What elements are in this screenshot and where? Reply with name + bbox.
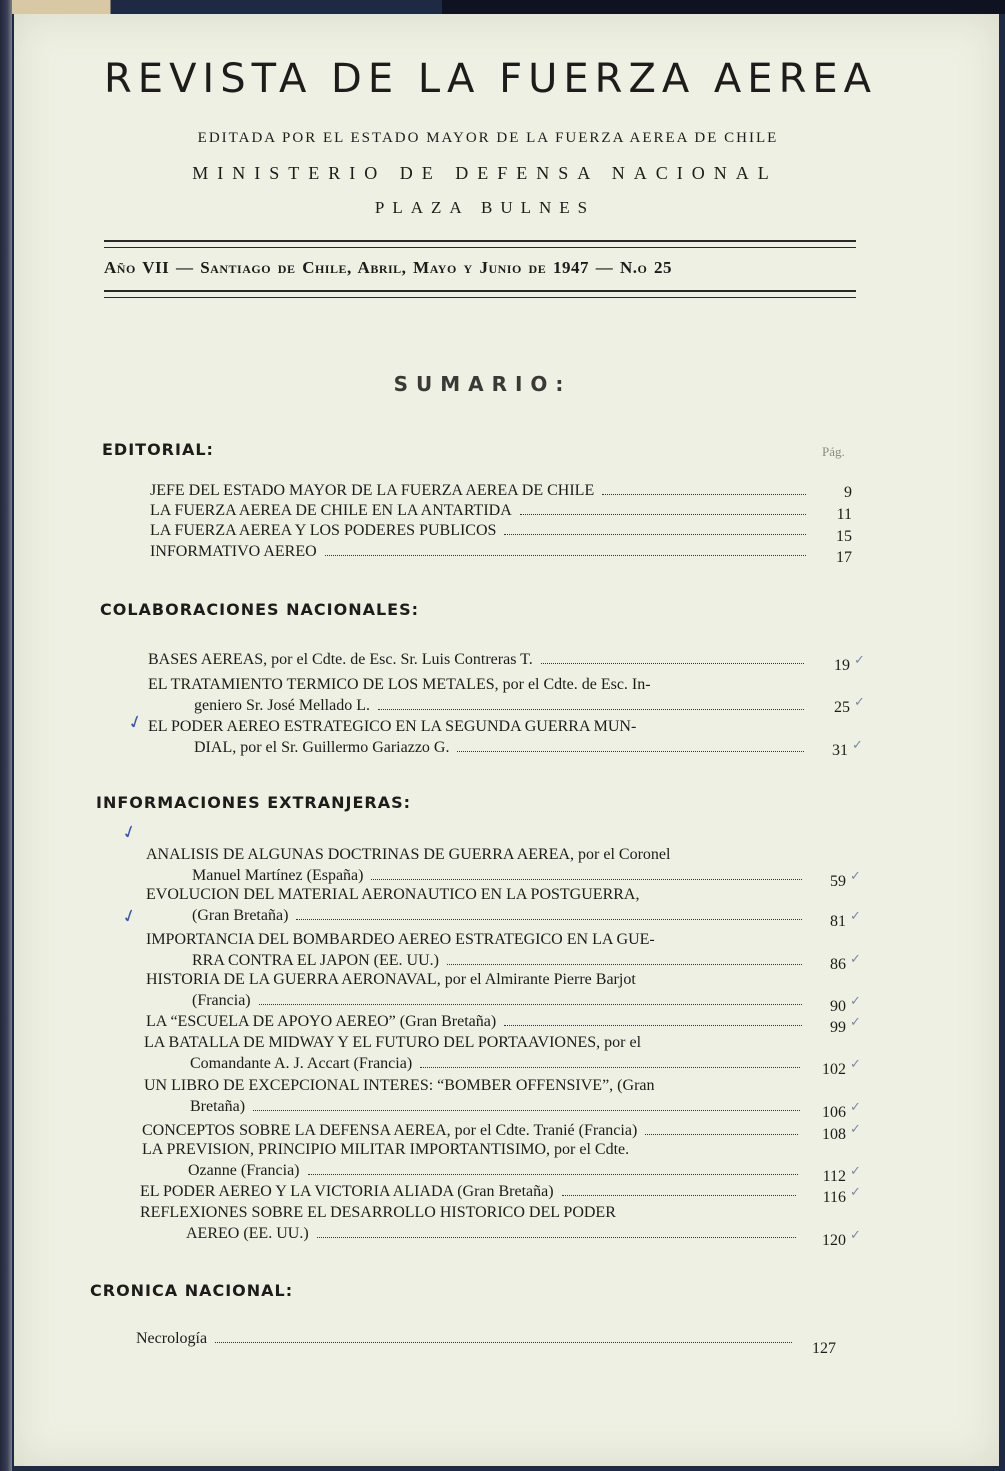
contents-entry	[146, 884, 806, 926]
dot-leader	[259, 1004, 802, 1005]
top-edge	[0, 0, 1005, 14]
contents-entry	[146, 929, 806, 971]
contents-entry	[148, 649, 808, 670]
entry-text: Comandante A. J. Accart (Francia)	[190, 1055, 413, 1072]
contents-entry	[146, 969, 806, 1011]
dot-leader	[253, 1110, 800, 1111]
entry-text: geniero Sr. José Mellado L.	[194, 697, 370, 714]
entry-line	[144, 1053, 804, 1074]
section-heading-cronica: CRONICA NACIONAL:	[90, 1281, 294, 1300]
pen-check-mark-icon: ✓	[125, 710, 146, 735]
contents-entry	[150, 520, 810, 541]
entry-text: Manuel Martínez (España)	[192, 867, 364, 884]
page-number: 86	[830, 956, 846, 973]
contents-entry	[140, 1202, 800, 1244]
contents-entry	[150, 500, 810, 521]
entry-text: LA “ESCUELA DE APOYO AEREO” (Gran Bretaña)	[146, 1013, 497, 1030]
section-heading-editorial: EDITORIAL:	[102, 440, 214, 459]
divider-bottom	[104, 290, 856, 298]
pen-check-mark-icon: ✓	[119, 904, 140, 929]
entry-text: RRA CONTRA EL JAPON (EE. UU.)	[192, 952, 439, 969]
page-number: 11	[836, 506, 852, 523]
entry-text: REFLEXIONES SOBRE EL DESARROLLO HISTORICO DEL PODER	[140, 1204, 616, 1221]
entry-text: Necrología	[136, 1330, 208, 1347]
contents-entry	[142, 1139, 802, 1181]
dot-leader	[504, 534, 806, 535]
page-number: 59	[830, 873, 846, 890]
pencil-check-mark-icon: ✓	[850, 1228, 861, 1243]
page-number: 31	[832, 742, 848, 759]
pencil-check-mark-icon: ✓	[850, 909, 861, 924]
entry-line	[150, 520, 810, 541]
entry-text: DIAL, por el Sr. Guillermo Gariazzo G.	[194, 739, 450, 756]
dot-leader	[447, 964, 802, 965]
dot-leader	[378, 709, 804, 710]
entry-line	[148, 737, 808, 758]
address-line: PLAZA BULNES	[374, 198, 596, 217]
contents-entry	[142, 1120, 802, 1141]
page-number: 112	[822, 1168, 846, 1185]
entry-text: BASES AEREAS, por el Cdte. de Esc. Sr. Luis Contreras T.	[148, 651, 533, 668]
entry-text: LA FUERZA AEREA Y LOS PODERES PUBLICOS	[150, 522, 497, 539]
page-number: 81	[830, 913, 846, 930]
entry-line	[150, 480, 810, 501]
entry-line	[148, 695, 808, 716]
entry-line	[144, 1096, 804, 1117]
contents-entry	[150, 541, 810, 562]
dot-leader	[317, 1237, 796, 1238]
entry-text: (Gran Bretaña)	[192, 907, 289, 924]
pencil-check-mark-icon: ✓	[850, 869, 861, 884]
contents-entry	[144, 1075, 804, 1117]
section-heading-informaciones: INFORMACIONES EXTRANJERAS:	[96, 793, 411, 812]
entry-line	[146, 844, 806, 865]
entry-line	[142, 1160, 802, 1181]
dot-leader	[504, 1025, 802, 1026]
pencil-check-mark-icon: ✓	[850, 952, 861, 967]
page-number: 127	[812, 1340, 836, 1357]
entry-line	[146, 969, 806, 990]
contents-entry	[148, 674, 808, 716]
entry-line	[146, 990, 806, 1011]
page-column-label: Pág.	[822, 444, 845, 459]
entry-line	[146, 905, 806, 926]
entry-text: EL PODER AEREO Y LA VICTORIA ALIADA (Gran Bretaña)	[140, 1183, 554, 1200]
page-number: 106	[822, 1104, 846, 1121]
entry-line	[148, 649, 808, 670]
entry-text: AEREO (EE. UU.)	[186, 1225, 309, 1242]
dot-leader	[296, 919, 802, 920]
book-spine	[0, 0, 12, 1471]
pencil-check-mark-icon: ✓	[852, 738, 863, 753]
page-number: 99	[830, 1019, 846, 1036]
entry-text: UN LIBRO DE EXCEPCIONAL INTERES: “BOMBER OFFENSIVE”, (Gran	[144, 1077, 655, 1094]
entry-text: JEFE DEL ESTADO MAYOR DE LA FUERZA AEREA DE CHILE	[150, 482, 595, 499]
entry-line	[146, 929, 806, 950]
entry-line	[148, 716, 808, 737]
pencil-check-mark-icon: ✓	[850, 1100, 861, 1115]
contents-entry	[144, 1032, 804, 1074]
entry-line	[150, 500, 810, 521]
entry-line	[140, 1181, 800, 1202]
page-number: 120	[822, 1232, 846, 1249]
pencil-check-mark-icon: ✓	[850, 1164, 861, 1179]
page-number: 102	[822, 1061, 846, 1078]
entry-line	[146, 865, 806, 886]
entry-line	[146, 950, 806, 971]
entry-line	[144, 1032, 804, 1053]
pencil-check-mark-icon: ✓	[850, 1057, 861, 1072]
pencil-check-mark-icon: ✓	[850, 1185, 861, 1200]
dot-leader	[420, 1067, 800, 1068]
entry-text: HISTORIA DE LA GUERRA AERONAVAL, por el Almirante Pierre Barjot	[146, 971, 636, 988]
magazine-title: REVISTA DE LA FUERZA AEREA	[104, 56, 877, 102]
contents-entry	[146, 844, 806, 886]
entry-line	[142, 1120, 802, 1141]
entry-text: LA PREVISION, PRINCIPIO MILITAR IMPORTANTISIMO, por el Cdte.	[142, 1141, 630, 1158]
entry-line	[148, 674, 808, 695]
dot-leader	[308, 1174, 799, 1175]
ministry-line: MINISTERIO DE DEFENSA NACIONAL	[192, 163, 778, 183]
entry-text: LA FUERZA AEREA DE CHILE EN LA ANTARTIDA	[150, 502, 512, 519]
page-number: 9	[844, 484, 852, 501]
entry-text: INFORMATIVO AEREO	[150, 543, 317, 560]
entry-text: EL PODER AEREO ESTRATEGICO EN LA SEGUNDA GUERRA MUN-	[148, 718, 637, 735]
pencil-check-mark-icon: ✓	[854, 695, 865, 710]
pencil-check-mark-icon: ✓	[850, 1122, 861, 1137]
entry-line	[140, 1223, 800, 1244]
entry-line	[142, 1139, 802, 1160]
dot-leader	[602, 494, 806, 495]
publisher-line: EDITADA POR EL ESTADO MAYOR DE LA FUERZA AEREA DE CHILE	[197, 130, 779, 146]
entry-line	[146, 1011, 806, 1032]
page-number: 15	[836, 528, 852, 545]
dot-leader	[562, 1195, 796, 1196]
page-number: 19	[834, 657, 850, 674]
entry-line	[146, 884, 806, 905]
contents-entry	[140, 1181, 800, 1202]
issue-line: Año VII — Santiago de Chile, Abril, Mayo y Junio de 1947 — N.o 25	[104, 258, 673, 277]
entry-text: IMPORTANCIA DEL BOMBARDEO AEREO ESTRATEGICO EN LA GUE-	[146, 931, 655, 948]
entry-line	[144, 1075, 804, 1096]
entry-line	[136, 1328, 796, 1349]
dot-leader	[541, 663, 804, 664]
entry-text: (Francia)	[192, 992, 251, 1009]
contents-entry	[150, 480, 810, 501]
page-number: 17	[836, 549, 852, 566]
pencil-check-mark-icon: ✓	[850, 994, 861, 1009]
entry-text: Ozanne (Francia)	[188, 1162, 300, 1179]
entry-text: LA BATALLA DE MIDWAY Y EL FUTURO DEL PORTAAVIONES, por el	[144, 1034, 642, 1051]
page-number: 116	[822, 1189, 846, 1206]
entry-text: EL TRATAMIENTO TERMICO DE LOS METALES, por el Cdte. de Esc. In-	[148, 676, 651, 693]
page-number: 108	[822, 1126, 846, 1143]
entry-text: CONCEPTOS SOBRE LA DEFENSA AEREA, por el Cdte. Tranié (Francia)	[142, 1122, 638, 1139]
contents-title: SUMARIO:	[393, 372, 572, 396]
page-number: 90	[830, 998, 846, 1015]
dot-leader	[325, 555, 806, 556]
entry-line	[150, 541, 810, 562]
entry-text: EVOLUCION DEL MATERIAL AERONAUTICO EN LA POSTGUERRA,	[146, 886, 640, 903]
pencil-check-mark-icon: ✓	[854, 653, 865, 668]
entry-text: Bretaña)	[190, 1098, 246, 1115]
dot-leader	[457, 751, 804, 752]
contents-entry	[146, 1011, 806, 1032]
contents-entry	[136, 1328, 796, 1349]
entry-text: ANALISIS DE ALGUNAS DOCTRINAS DE GUERRA AEREA, por el Coronel	[146, 846, 671, 863]
pen-check-mark-icon: ✓	[119, 820, 140, 845]
pencil-check-mark-icon: ✓	[850, 1015, 861, 1030]
divider-top	[104, 240, 856, 248]
dot-leader	[520, 514, 806, 515]
section-heading-colaboraciones: COLABORACIONES NACIONALES:	[100, 600, 420, 619]
page-number: 25	[834, 699, 850, 716]
contents-entry	[148, 716, 808, 758]
dot-leader	[645, 1134, 798, 1135]
dot-leader	[371, 879, 802, 880]
entry-line	[140, 1202, 800, 1223]
dot-leader	[215, 1342, 792, 1343]
